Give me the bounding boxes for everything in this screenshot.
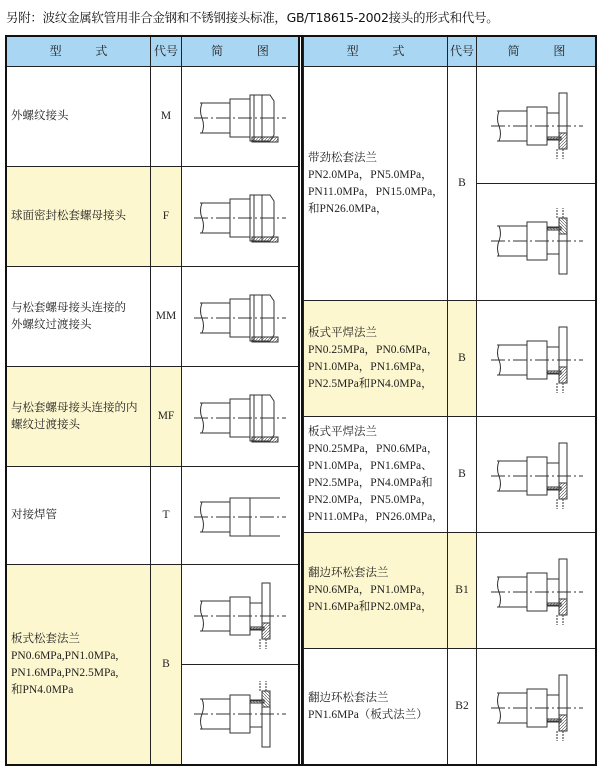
figure-butt-weld-pipe <box>181 466 299 565</box>
header-code-text: 代号 <box>153 44 178 58</box>
figure-male-adapter-fitting <box>181 266 299 367</box>
table-row-code <box>447 66 477 301</box>
table-row-code <box>447 300 477 417</box>
figure-hub-loose-flange <box>476 66 597 184</box>
table-row-code-text: MF <box>157 410 175 422</box>
butt-weld-pipe-drawing <box>192 480 288 552</box>
table-row-code-text: B1 <box>455 584 469 596</box>
table-row-code-text: B2 <box>455 700 469 712</box>
figure-plate-weld-flange <box>476 300 597 417</box>
header-code-right-text: 代号 <box>449 44 474 58</box>
figure-lap-joint-plate-flange <box>476 648 597 765</box>
figure-plate-weld-flange-hub <box>476 416 597 533</box>
table-row-type-text: 带劲松套法兰 PN2.0MPa，PN5.0MPa， PN11.0MPa，PN15.0MPa， 和PN26.0MPa， <box>308 151 444 215</box>
table-row-type <box>6 366 151 467</box>
table-row-code-text: B <box>458 177 466 189</box>
table-row-code-text: T <box>162 509 170 521</box>
table-row-type-text: 翻边环松套法兰 PN1.6MPa（板式法兰） <box>308 691 428 721</box>
header-type-text: 型 式 <box>49 44 108 58</box>
figure-female-adapter-fitting <box>181 366 299 467</box>
header-type-right <box>303 36 448 67</box>
figure-loose-flange <box>181 564 299 665</box>
table-row-type <box>6 564 151 765</box>
lap-joint-plate-flange-drawing <box>489 671 585 743</box>
table-row-code-text: F <box>162 210 170 222</box>
table-row-type <box>6 466 151 565</box>
table-row-type-text: 与松套螺母接头连接的 外螺纹过渡接头 <box>11 301 126 331</box>
header-figure-right <box>476 36 597 67</box>
header-figure <box>181 36 299 67</box>
male-adapter-fitting-drawing <box>192 281 288 353</box>
table-row-type <box>303 66 448 301</box>
header-type <box>6 36 151 67</box>
table-row-type <box>303 648 448 765</box>
loose-flange-drawing <box>192 579 288 651</box>
table-row-type-text: 板式平焊法兰 PN0.25MPa，PN0.6MPa， PN1.0MPa，PN1.6MPa、 PN2.5MPa，PN4.0MPa和 PN2.0MPa，PN5.0MPa， PN11.0MPa，PN26.0MPa， <box>308 425 444 523</box>
female-adapter-fitting-drawing <box>192 381 288 453</box>
figure-loose-flange-welded <box>181 664 299 765</box>
hub-loose-flange-welded-drawing <box>489 206 585 278</box>
table-row-type-text: 翻边环松套法兰 PN0.6MPa，PN1.0MPa， PN1.6MPa和PN2.0MPa， <box>308 567 433 613</box>
table-row-type-text: 与松套螺母接头连接的内 螺纹过渡接头 <box>11 401 138 431</box>
table-row-code-text: B <box>162 658 170 670</box>
table-row-type-text: 板式平焊法兰 PN0.25MPa，PN0.6MPa， PN1.0MPa，PN1.6MPa， PN2.5MPa和PN4.0MPa， <box>308 326 439 390</box>
table-row-code <box>447 416 477 533</box>
header-type-right-text: 型 式 <box>346 44 405 58</box>
table-row-code-text: B <box>458 468 466 480</box>
table-row-type-text: 板式松套法兰 PN0.6MPa,PN1.0MPa, PN1.6MPa,PN2.5MPa, 和PN4.0MPa <box>11 632 119 696</box>
table-row-code <box>447 532 477 649</box>
table-row-code <box>150 466 182 565</box>
table-row-code <box>150 366 182 467</box>
figure-hub-loose-flange-welded <box>476 183 597 301</box>
table-row-type <box>303 300 448 417</box>
male-thread-fitting-drawing <box>192 81 288 153</box>
table-row-type-text: 外螺纹接头 <box>11 110 69 122</box>
header-code-right <box>447 36 477 67</box>
table-row-code <box>447 648 477 765</box>
table-row-type <box>303 416 448 533</box>
lap-joint-flange-drawing <box>489 555 585 627</box>
table-row-type <box>303 532 448 649</box>
table-row-code <box>150 66 182 167</box>
figure-male-thread-fitting <box>181 66 299 167</box>
figure-lap-joint-flange <box>476 532 597 649</box>
table-row-code <box>150 166 182 267</box>
header-figure-text: 简 图 <box>211 44 269 58</box>
table-row-code-text: B <box>458 352 466 364</box>
loose-flange-welded-drawing <box>192 679 288 751</box>
table-row-code <box>150 266 182 367</box>
figure-swivel-nut-fitting <box>181 166 299 267</box>
caption: 另附：波纹金属软管用非合金钢和不锈钢接头标准，GB/T18615-2002接头的形式和代号。 <box>6 10 499 25</box>
table-row-code <box>150 564 182 765</box>
table-row-type <box>6 166 151 267</box>
header-code <box>150 36 182 67</box>
swivel-nut-fitting-drawing <box>192 181 288 253</box>
table-row-code-text: MM <box>155 310 177 322</box>
table-row-type <box>6 66 151 167</box>
hub-loose-flange-drawing <box>489 89 585 161</box>
table-row-type-text: 对接焊管 <box>11 509 57 521</box>
table-row-code-text: M <box>160 110 172 122</box>
plate-weld-flange-drawing <box>489 323 585 395</box>
table-row-type-text: 球面密封松套螺母接头 <box>11 210 126 222</box>
table-divider <box>298 35 303 766</box>
plate-weld-flange-hub-drawing <box>489 439 585 511</box>
table-row-type <box>6 266 151 367</box>
header-figure-right-text: 简 图 <box>507 44 566 58</box>
